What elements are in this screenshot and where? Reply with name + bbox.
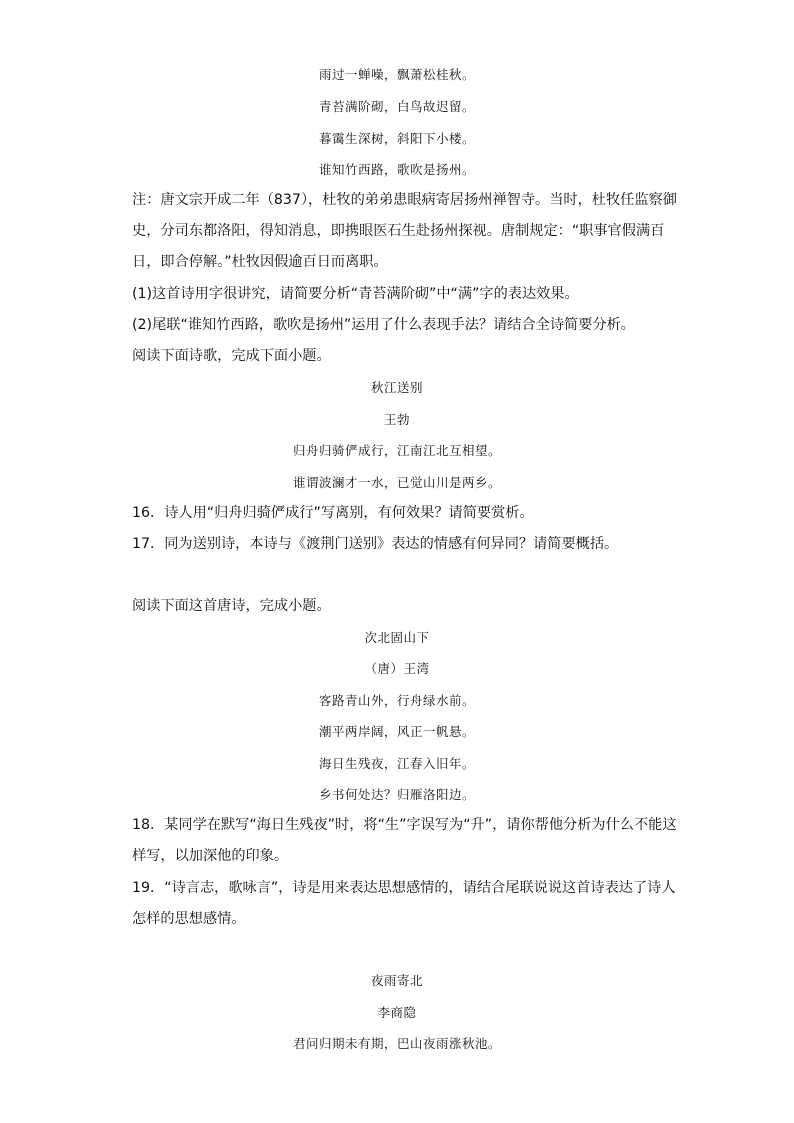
poem3-line-1: 客路青山外，行舟绿水前。 [318, 693, 475, 708]
poem2-line-1: 归舟归骑俨成行，江南江北互相望。 [292, 443, 501, 458]
poem3-question-18-line-1: 18．某同学在默写“海日生残夜”时，将“生”字误写为“升”，请你帮他分析为什么不能这 [132, 817, 677, 833]
poem3-question-19-line-1: 19．“诗言志，歌咏言”，诗是用来表达思想感情的，请结合尾联说说这首诗表达了诗人 [132, 880, 676, 896]
poem3-author: （唐）王湾 [364, 661, 430, 676]
poem1-note-line-1: 注：唐文宗开成二年（837），杜牧的弟弟患眼病寄居扬州禅智寺。当时，杜牧任监察御 [132, 192, 677, 208]
poem1-line-2: 青苔满阶砌，白鸟故迟留。 [318, 99, 475, 114]
poem1-line-1: 雨过一蝉噪，飘萧松桂秋。 [318, 67, 475, 82]
poem2-question-17: 17．同为送别诗，本诗与《渡荆门送别》表达的情感有何异同？请简要概括。 [132, 536, 619, 552]
poem1-line-3: 暮霭生深树，斜阳下小楼。 [318, 131, 475, 146]
poem3-question-18-line-2: 样写，以加深他的印象。 [132, 848, 289, 864]
poem2-line-2: 谁谓波澜才一水，已觉山川是两乡。 [292, 475, 501, 490]
poem1-note-line-2: 史，分司东都洛阳，得知消息，即携眼医石生赴扬州探视。唐制规定：“职事官假满百 [132, 223, 665, 239]
poem2-intro: 阅读下面诗歌，完成下面小题。 [132, 348, 331, 364]
poem3-title: 次北固山下 [364, 630, 430, 645]
poem1-note-line-3: 日，即合停解。”杜牧因假逾百日而离职。 [132, 254, 388, 270]
poem1-question-1: (1)这首诗用字很讲究，请简要分析“青苔满阶砌”中“满”字的表达效果。 [132, 286, 579, 302]
poem2-title: 秋江送别 [370, 380, 423, 395]
poem3-line-4: 乡书何处达？归雁洛阳边。 [318, 787, 475, 802]
poem2-author: 王勃 [383, 412, 410, 427]
poem3-intro: 阅读下面这首唐诗，完成小题。 [132, 598, 331, 614]
poem3-line-3: 海日生残夜，江春入旧年。 [318, 756, 475, 771]
poem3-question-19-line-2: 怎样的思想感情。 [132, 911, 246, 927]
poem2-question-16: 16．诗人用“归舟归骑俨成行”写离别，有何效果？请简要赏析。 [132, 505, 534, 521]
poem1-line-4: 谁知竹西路，歌吹是扬州。 [318, 162, 475, 177]
poem3-line-2: 潮平两岸阔，风正一帆悬。 [318, 724, 475, 739]
poem4-title: 夜雨寄北 [370, 973, 423, 988]
poem1-question-2: (2)尾联“谁知竹西路，歌吹是扬州”运用了什么表现手法？请结合全诗简要分析。 [132, 317, 635, 333]
poem4-line-1: 君问归期未有期，巴山夜雨涨秋池。 [292, 1036, 501, 1051]
poem4-author: 李商隐 [377, 1005, 417, 1020]
